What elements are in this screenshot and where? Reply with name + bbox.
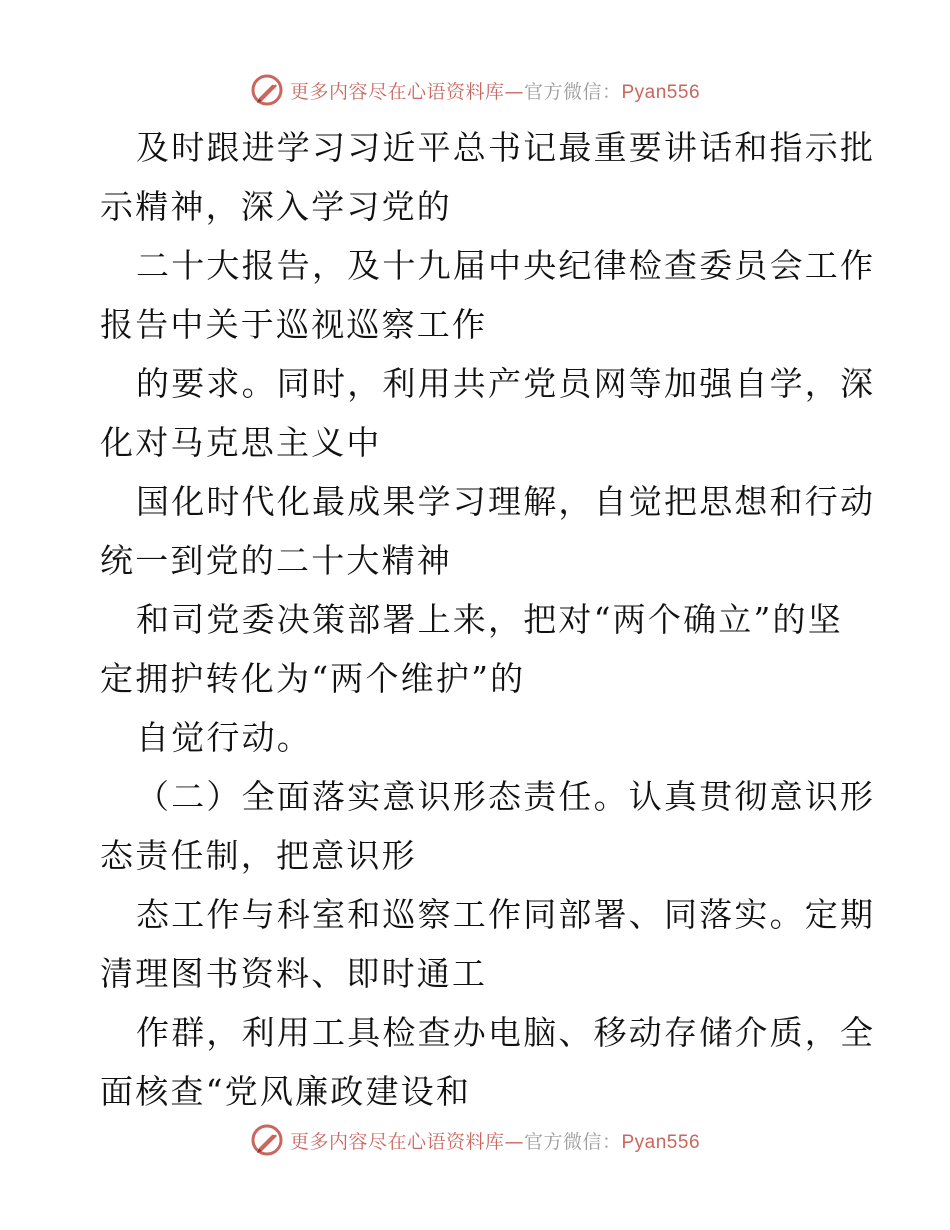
document-body [100, 118, 876, 1121]
body-line-11: 自觉行动。 [136, 718, 312, 757]
body-line-13: 态责任制，把意识形 [100, 836, 417, 875]
body-line-17: 面核查“党风廉政建设和 [100, 1072, 472, 1111]
body-line-8: 统一到党的二十大精神 [100, 541, 452, 580]
body-line-10: 定拥护转化为“两个维护”的 [100, 659, 526, 698]
body-line-9: 和司党委决策部署上来，把对“两个确立”的坚 [136, 600, 843, 639]
header-banner [0, 70, 950, 110]
footer-wechat-id: Pyan556 [621, 1131, 701, 1153]
pen-logo-icon [250, 1123, 284, 1157]
body-line-3: 二十大报告，及十九届中央纪律检查委员会工作 [136, 246, 876, 285]
footer-banner-separator: — [504, 1130, 524, 1153]
header-wechat-label: 官方微信： [523, 80, 622, 103]
footer-banner-text [290, 1127, 700, 1154]
body-line-7: 国化时代化最成果学习理解，自觉把思想和行动 [136, 482, 876, 521]
body-line-1: 及时跟进学习习近平总书记最重要讲话和指示批 [136, 128, 876, 167]
body-line-16: 作群，利用工具检查办电脑、移动存储介质，全 [136, 1013, 876, 1052]
body-line-14: 态工作与科室和巡察工作同部署、同落实。定期 [136, 895, 876, 934]
footer-wechat-label: 官方微信： [523, 1130, 622, 1153]
body-line-12: （二）全面落实意识形态责任。认真贯彻意识形 [136, 777, 876, 816]
footer-banner-title: 更多内容尽在心语资料库 [289, 1130, 505, 1153]
body-line-5: 的要求。同时，利用共产党员网等加强自学，深 [136, 364, 876, 403]
header-banner-separator: — [504, 80, 524, 103]
body-line-6: 化对马克思主义中 [100, 423, 382, 462]
footer-banner [0, 1120, 950, 1160]
header-banner-text [290, 77, 700, 104]
pen-logo-icon [250, 73, 284, 107]
header-wechat-id: Pyan556 [621, 81, 701, 103]
body-line-4: 报告中关于巡视巡察工作 [100, 305, 488, 344]
body-line-15: 清理图书资料、即时通工 [100, 954, 488, 993]
body-line-2: 示精神，深入学习党的 [100, 187, 452, 226]
header-banner-title: 更多内容尽在心语资料库 [289, 80, 505, 103]
